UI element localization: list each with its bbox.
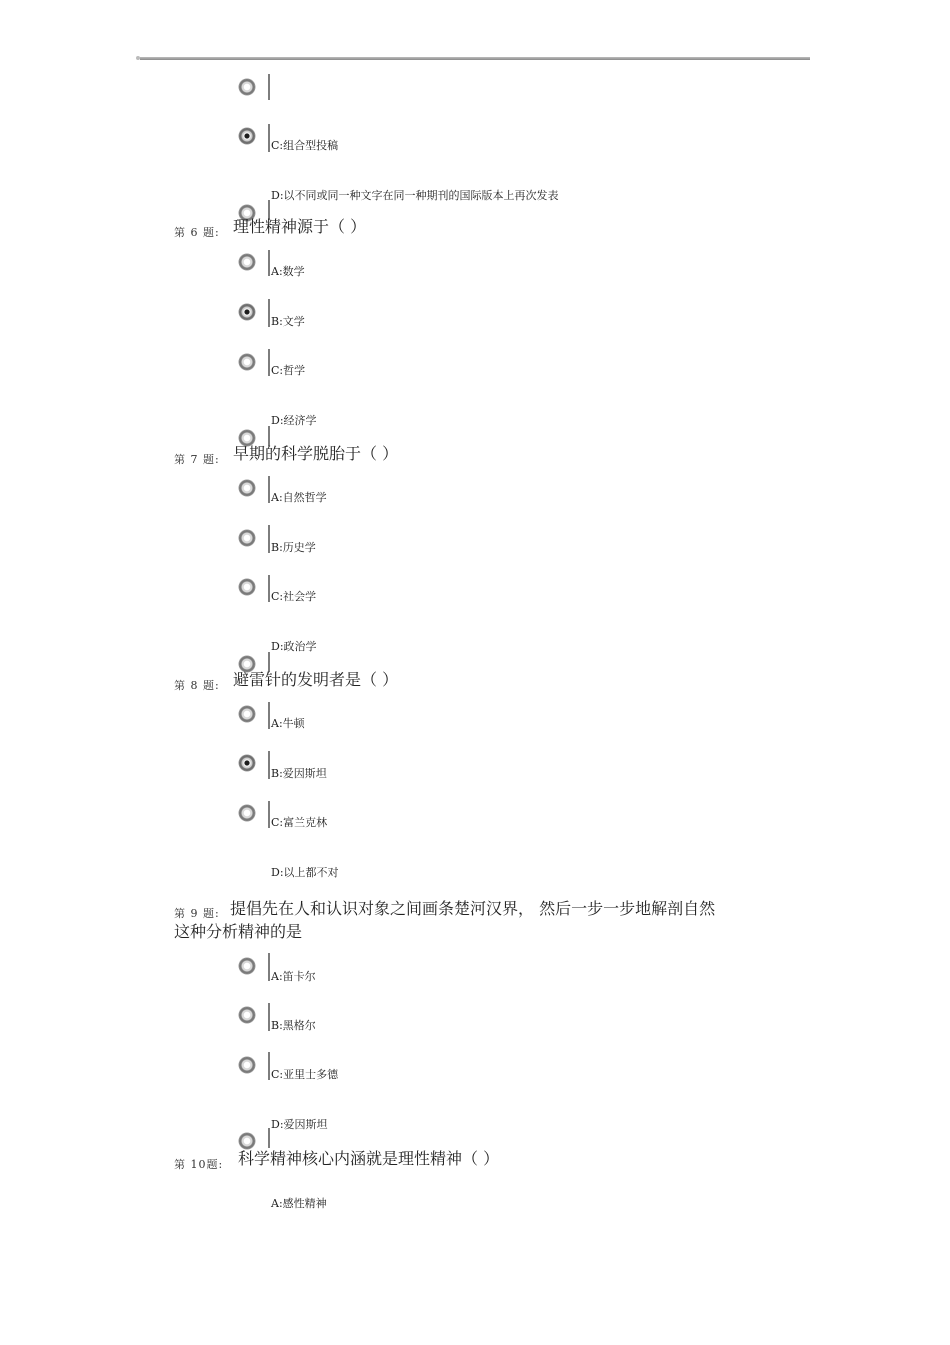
q8-option-c: C:富兰克林	[271, 816, 328, 829]
q5-option-c: C:组合型投稿	[271, 139, 339, 152]
q6-option-a-bar	[268, 250, 270, 276]
q6-option-a: A:数学	[271, 265, 305, 278]
q8-option-b-radio[interactable]	[239, 755, 255, 771]
q7-option-b-radio[interactable]	[239, 530, 255, 546]
q6-text: 理性精神源于（ ）	[233, 217, 367, 236]
q7-option-a: A:自然哲学	[271, 491, 327, 504]
q9-option-d: D:爱因斯坦	[271, 1118, 328, 1131]
q5-option-c-radio[interactable]	[239, 128, 255, 144]
q9-label: 第 9 题:	[174, 907, 220, 920]
q6-option-d: D:经济学	[271, 414, 317, 427]
q8-option-a: A:牛顿	[271, 717, 305, 730]
q7-option-a-bar	[268, 476, 270, 503]
q7-text: 早期的科学脱胎于（ ）	[233, 444, 399, 463]
q5-option-b-bar	[268, 74, 270, 100]
q9-option-c-radio[interactable]	[239, 1057, 255, 1073]
q8-option-c-bar	[268, 801, 270, 828]
q10-label: 第 10题:	[174, 1158, 224, 1171]
q8-option-b-bar	[268, 751, 270, 779]
q8-option-c-radio[interactable]	[239, 805, 255, 821]
q7-label: 第 7 题:	[174, 453, 220, 466]
q6-option-c-bar	[268, 349, 270, 376]
q5-option-c-bar	[268, 124, 270, 152]
q8-text: 避雷针的发明者是（ ）	[233, 670, 399, 689]
q8-option-a-radio[interactable]	[239, 706, 255, 722]
q6-option-c-radio[interactable]	[239, 354, 255, 370]
q9-option-b-radio[interactable]	[239, 1007, 255, 1023]
q9-option-b: B:黑格尔	[271, 1019, 316, 1032]
q7-option-d: D:政治学	[271, 640, 317, 653]
q9-option-b-bar	[268, 1003, 270, 1031]
q8-label: 第 8 题:	[174, 679, 220, 692]
q9-option-a: A:笛卡尔	[271, 970, 316, 983]
q6-label: 第 6 题:	[174, 226, 220, 239]
q7-option-b: B:历史学	[271, 541, 316, 554]
q8-option-d: D:以上都不对	[271, 866, 339, 879]
q10-text: 科学精神核心内涵就是理性精神（ ）	[238, 1149, 500, 1168]
q6-option-b: B:文学	[271, 315, 305, 328]
q5-option-d: D:以不同或同一种文字在同一种期刊的国际版本上再次发表	[271, 189, 559, 202]
q9-text-line2: 这种分析精神的是	[174, 922, 303, 941]
q9-option-a-bar	[268, 953, 270, 981]
q5-option-b-radio[interactable]	[239, 79, 255, 95]
q7-option-a-radio[interactable]	[239, 480, 255, 496]
q7-option-b-bar	[268, 525, 270, 553]
q8-option-a-bar	[268, 702, 270, 729]
q7-option-c-bar	[268, 575, 270, 602]
q7-option-c: C:社会学	[271, 590, 317, 603]
q8-option-b: B:爱因斯坦	[271, 767, 327, 780]
q6-option-a-radio[interactable]	[239, 254, 255, 270]
q7-option-c-radio[interactable]	[239, 579, 255, 595]
q9-option-c-bar	[268, 1052, 270, 1080]
q9-text-line1: 提倡先在人和认识对象之间画条楚河汉界， 然后一步一步地解剖自然	[230, 899, 716, 918]
q6-option-b-bar	[268, 299, 270, 327]
q9-option-c: C:亚里士多德	[271, 1068, 339, 1081]
q10-option-a: A:感性精神	[271, 1197, 327, 1210]
q6-option-c: C:哲学	[271, 364, 306, 377]
top-divider	[140, 57, 810, 60]
q9-option-d-bar	[268, 1128, 270, 1148]
q9-option-a-radio[interactable]	[239, 958, 255, 974]
q6-option-b-radio[interactable]	[239, 304, 255, 320]
